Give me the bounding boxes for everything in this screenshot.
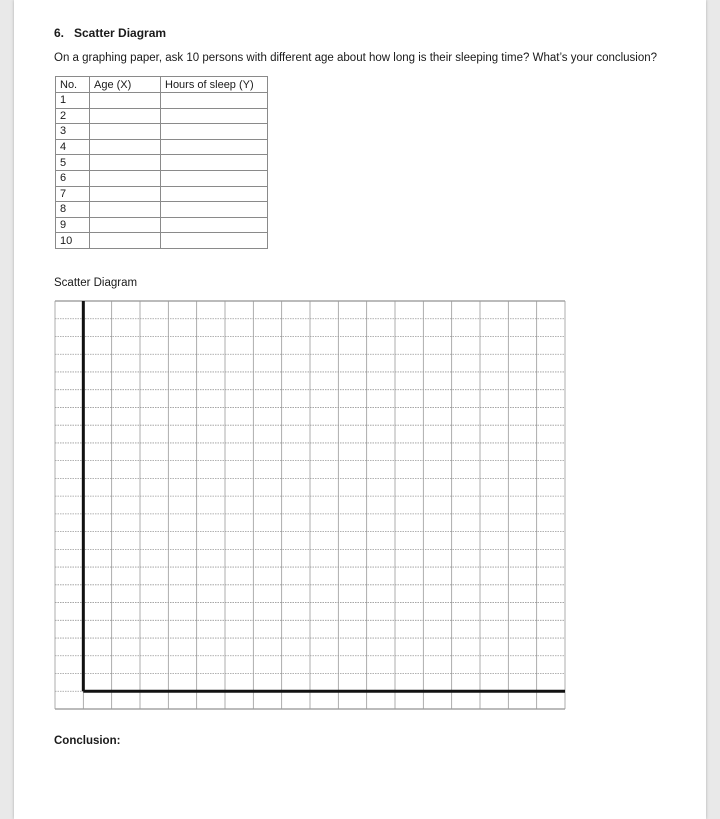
hours-cell[interactable] (161, 170, 268, 186)
section-number: 6. (54, 26, 65, 40)
age-cell[interactable] (90, 170, 161, 186)
table-row (56, 217, 268, 233)
hours-cell[interactable] (161, 186, 268, 202)
section-title: Scatter Diagram (74, 26, 167, 40)
hours-cell[interactable] (161, 155, 268, 171)
table-row (56, 202, 268, 218)
hours-cell[interactable] (161, 124, 268, 140)
instruction-text: On a graphing paper, ask 10 persons with different age about how long is their sleeping time? What’s your conclusion? (54, 52, 658, 64)
table-row (56, 139, 268, 155)
scatter-diagram-label: Scatter Diagram (54, 277, 138, 289)
row-number: 10 (56, 233, 90, 249)
row-number: 3 (56, 124, 90, 140)
age-cell[interactable] (90, 202, 161, 218)
hours-cell[interactable] (161, 93, 268, 109)
graph-paper[interactable] (54, 300, 566, 715)
row-number: 7 (56, 186, 90, 202)
age-cell[interactable] (90, 108, 161, 124)
table-row (56, 93, 268, 109)
table-header-row (56, 77, 268, 93)
table-row (56, 124, 268, 140)
hours-cell[interactable] (161, 202, 268, 218)
age-cell[interactable] (90, 233, 161, 249)
age-cell[interactable] (90, 93, 161, 109)
age-cell[interactable] (90, 217, 161, 233)
age-cell[interactable] (90, 124, 161, 140)
table-row (56, 186, 268, 202)
table-row (56, 233, 268, 249)
row-number: 4 (56, 139, 90, 155)
header-no: No. (56, 77, 90, 93)
hours-cell[interactable] (161, 108, 268, 124)
table-row (56, 108, 268, 124)
row-number: 5 (56, 155, 90, 171)
data-table (55, 76, 268, 249)
header-age: Age (X) (90, 77, 161, 93)
row-number: 8 (56, 202, 90, 218)
graph-paper-grid[interactable] (54, 300, 566, 710)
table-row (56, 170, 268, 186)
hours-cell[interactable] (161, 217, 268, 233)
worksheet-page (14, 0, 706, 819)
conclusion-label: Conclusion: (54, 735, 121, 747)
age-cell[interactable] (90, 155, 161, 171)
hours-cell[interactable] (161, 139, 268, 155)
row-number: 2 (56, 108, 90, 124)
age-cell[interactable] (90, 186, 161, 202)
row-number: 9 (56, 217, 90, 233)
row-number: 1 (56, 93, 90, 109)
age-cell[interactable] (90, 139, 161, 155)
section-heading (54, 26, 166, 40)
row-number: 6 (56, 170, 90, 186)
header-hours-of-sleep: Hours of sleep (Y) (161, 77, 268, 93)
table-row (56, 155, 268, 171)
hours-cell[interactable] (161, 233, 268, 249)
